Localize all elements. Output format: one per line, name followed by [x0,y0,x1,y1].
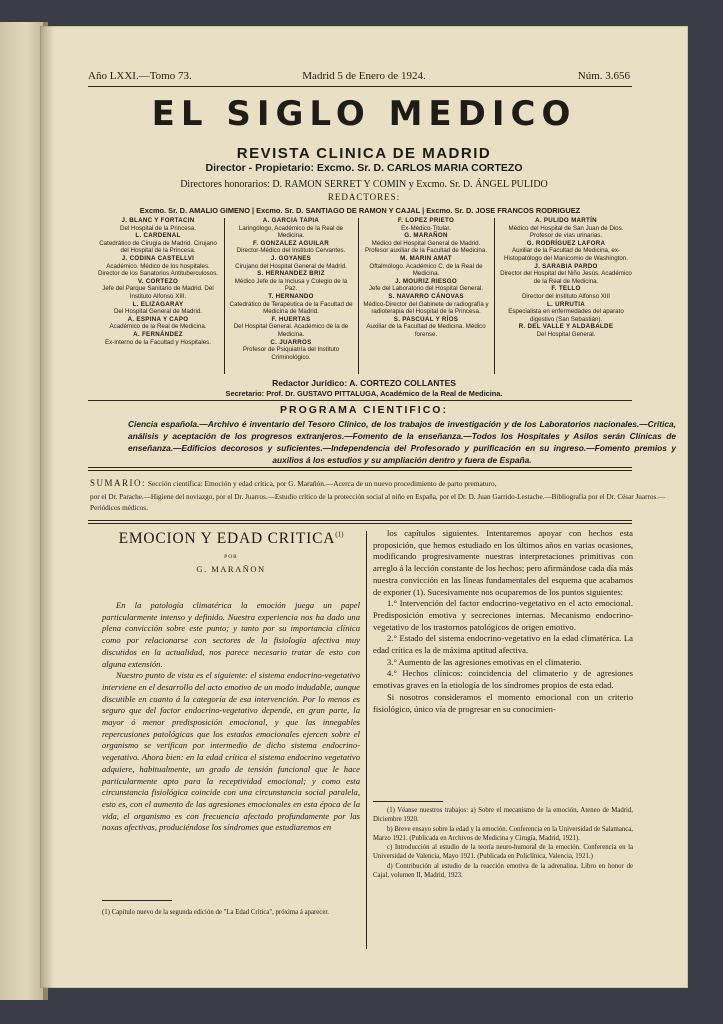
editor-entry [362,278,490,293]
editor-description: Auxiliar de la Facultad de Medicina. Médico forense. [366,323,486,338]
editor-description: Catedrático de Terapéutica de la Facultad de Medicina de Madrid. [229,300,353,316]
header-rule [88,86,632,87]
rule [88,523,632,524]
editor-name: G. RODRÍGUEZ LAFORA [526,239,606,247]
editor-description: Oftalmólogo. Académico C. de la Real de Medicina. [369,262,483,278]
column-divider [494,218,495,374]
sumario-label: SUMARIO: [90,478,147,488]
programa-heading: PROGRAMA CIENTIFICO: [280,404,448,416]
article-title-note: (1) [335,530,344,539]
editor-name: A. PULIDO MARTÍN [535,217,597,224]
editors-column-1 [96,217,220,346]
editor-entry [362,316,490,339]
editor-name: F. GONZALEZ AGUILAR [253,239,329,247]
paragraph: 1.° Intervención del factor endocrino-vegetativo en el acto emocional. Predisposición emotiva y secreciones internas. Mecanismo endocrino-vegetativo de los trastornos patológicos de origen emotivo. [373,598,633,632]
article-heading [100,530,362,548]
editor-name: L. ELIZAGARAY [132,300,184,308]
newspaper-page [40,26,688,988]
editor-description: Académico de la Real de Medicina. [109,323,207,331]
editor-description: Ex-interno de la Facultad y Hospitales. [105,338,211,346]
editor-name: R. DEL VALLE Y ALDABALDE [518,323,614,331]
editor-name: L. URRUTIA [546,300,586,308]
editor-description: Profesor de Psiquiatría del Instituto Criminológico. [242,346,340,361]
sumario-line-2: por el Dr. Parache.—Higiene del noviazgo, por el Dr. Juarros.—Estudio crítico de la protección social al niño en España, por el Dr. D. Juan Garrido-Lestache.—Bibliografía por el Dr. César Juarros.—Periódicos médicos. [90,493,666,512]
editor-description: Médico Jefe de la Inclusa y Colegio de la Paz. [234,277,348,293]
secretary-line: Secretario: Prof. Dr. GUSTAVO PITTALUGA, Académico de la Real de Medicina. [225,389,503,398]
paragraph: (1) Véanse nuestros trabajos: a) Sobre el mecanismo de la emoción, Ateneo de Madrid, Diciembre 1920. [373,807,633,824]
rule [88,470,632,471]
footnote-rule [373,801,443,802]
editor-name: F. LOPEZ PRIETO [397,217,455,224]
sumario [90,478,682,490]
editor-name: L. CARDENAL [135,232,181,240]
editor-description: Catedrático de Cirugía de Madrid. Cirujano del Hospital de la Princesa. [99,239,217,255]
editor-description: Médico del Hospital General de Madrid. Profesor auxiliar de la Facultad de Medicina. [364,239,488,255]
editor-entry [362,293,490,316]
editor-description: Del Hospital General. [536,330,596,338]
left-footnote: (1) Capítulo nuevo de la segunda edición de "La Edad Crítica", próxima á aparecer. [102,909,329,916]
editor-description: Ex-Médico-Titular. [401,224,451,232]
paragraph: Nuestro punto de vista es el siguiente: el sistema endocrino-vegetativo interviene en el desarrollo del acto emotivo de un modo indudable, aunque discutible en cuanto á la categoría de esa intervención. Por lo menos es seguro que del factor endocrino-vegetativo depende, en gran parte, la mayor ó menor predisposición emocional, y que las innegables repercusiones patológicas que los estados emocionales ejercen sobre el organismo se verifican por intermedio de dicho sistema endocrino-vegetativo. Ahora bien: en la edad crítica el sistema endocrino vegetativo adquiere, habitualmente, un grado de tensión funcional que le hace particularmente apto para la receptividad emocional; y como esta circunstancia fisiológica coincide con una circunstancia social paralela, esto es, con el aumento de las agresiones emocionales en esta época de la vida, el organismo es con frecuencia afectado profundamente por las noxas afectivas, produciéndose los síndromes que estudiaremos en [102,670,360,833]
editor-entry [498,240,634,263]
editor-description: Del Hospital General. Académico de la de Medicina. [233,323,349,338]
editor-name: A. ESPINA Y CAPO [127,315,189,323]
programa-text: Ciencia española.—Archivo é inventario del Tesoro Clínico, de los trabajos de investigación y de los Laboratorios nacionales.—Crítica, análisis y aceptación de los progresos extranjeros.—Fomento de la enseñanza.—Todos los Hospitales y Asilos serán Clínicas de enseñanza.—Edificios decorosos y suficientes.—Independencia del Profesorado y purificación en su ingreso.—Fomento premios y auxilios á los estudios y su ampliación dentro y fuera de España. [128,419,676,465]
column-rule [366,531,367,949]
editor-description: Jefe del Laboratorio del Hospital General. [368,285,484,293]
director-line: Director - Propietario: Excmo. Sr. D. CARLOS MARIA CORTEZO [205,162,523,174]
editor-description: Especialista en enfermedades del aparato digestivo (San Sebastián). [508,308,624,323]
editor-name: J. CODINA CASTELLVI [121,254,195,262]
masthead-title: EL SIGLO MEDICO [151,94,577,134]
editor-name: A. FERNÁNDEZ [133,330,183,338]
editor-name: J. BLANC Y FORTACIN [121,217,195,224]
editors-label: REDACTORES: [327,192,401,202]
editor-name: J. MOURIZ RIESGO [395,277,457,285]
editor-entry [96,217,220,232]
editor-entry [498,217,634,240]
masthead-subtitle: REVISTA CLINICA DE MADRID [236,145,492,162]
editor-entry [228,293,354,316]
editor-entry [228,270,354,293]
paragraph: Si nosotros consideramos el momento emocional con un criterio fisiológico, único vía de progresar en su conocimien- [373,691,633,714]
issue-number: Núm. 3.656 [577,70,630,82]
editor-entry [228,217,354,240]
paragraph: 4.° Hechos clínicos: coincidencia del climaterio y de agresiones emotivas graves en la etiología de los síndromes propios de esta edad. [373,668,633,691]
editor-name: J. GOYANES [270,254,312,262]
editor-entry [498,285,634,300]
editor-entry [228,339,354,362]
editor-entry [498,301,634,324]
senior-editors: Excmo. Sr. D. AMALIO GIMENO | Excmo. Sr. D. SANTIAGO DE RAMON Y CAJAL | Excmo. Sr. D. JOSE FRANCOS RODRIGUEZ [139,206,581,215]
legal-editor: Redactor Jurídico: A. CORTEZO COLLANTES [272,378,456,388]
paragraph: b) Breve ensayo sobre la edad y la emoción. Conferencia en la Universidad de Salamanca, Marzo 1921. (Publicada en Archivos de Medicina y Cirugía, Madrid, 1921). [373,825,633,842]
editor-name: S. PASCUAL Y RÍOS [393,315,459,323]
editor-name: C. JUARROS [270,338,312,346]
column-divider [358,218,359,374]
editor-entry [96,255,220,278]
column-divider [224,218,225,374]
rule [88,400,632,401]
editor-name: A. GARCIA TAPIA [262,217,320,224]
editor-description: Auxiliar de la Facultad de Medicina, ex-Histopatólogo del Manicomio de Washington. [504,247,628,262]
rule [88,467,632,468]
editor-description: Jefe del Parque Sanitario de Madrid. Del Instituto Alfonso XIII. [102,285,214,300]
footnote-rule [102,900,172,901]
editor-entry [228,255,354,270]
editor-entry [96,278,220,301]
article-left-column [102,600,360,834]
editor-description: Del Hospital General de Madrid. [113,308,203,316]
volume-label: Año LXXI.—Tomo 73. [88,70,192,82]
editor-name: F. TELLO [551,285,581,293]
editor-entry [96,316,220,331]
editor-name: M. MARIN AMAT [400,254,452,262]
paragraph: 3.° Aumento de las agresiones emotivas en el climaterio. [387,656,582,667]
editor-entry [228,316,354,339]
editor-name: S. HERNANDEZ BRIZ [257,270,325,278]
editor-description: Cirujano del Hospital General de Madrid. [235,262,347,270]
editor-name: G. MARAÑON [404,232,448,240]
paragraph: 2.° Estado del sistema endocrino-vegetativo en la edad climatérica. La edad crítica es la de máxima aptitud afectiva. [373,633,633,656]
honorary-directors: Directores honorarios: D. RAMON SERRET Y COMIN y Excmo. Sr. D. ÁNGEL PULIDO [180,179,548,190]
editor-description: Médico-Director del Gabinete de radiografía y radioterapia del Hospital de la Princesa. [363,300,489,316]
editor-description: Director del Instituto Alfonso XIII [521,292,611,300]
issue-date: Madrid 5 de Enero de 1924. [302,70,426,82]
rule [88,520,632,521]
editor-description: Director del Hospital del Niño Jesús. Académico de la Real de Medicina. [500,270,632,285]
editor-description: Del Hospital de la Princesa. [119,224,196,232]
editor-description: Laringólogo, Académico de la Real de Medicina. [238,224,344,240]
paragraph: c) Introducción al estudio de la teoría neuro-humoral de la emoción. Conferencia en la Universidad de Valencia, Mayo 1921. (Publicada en Policlínica, Valencia, 1921.) [373,844,633,861]
editors-column-3 [362,217,490,339]
editors-column-2 [228,217,354,361]
article-title: EMOCION Y EDAD CRITICA [118,530,336,547]
editor-name: F. HUERTAS [271,315,311,323]
editor-description: Director-Médico del Instituto Cervantes. [236,247,346,255]
editor-entry [362,255,490,278]
editor-name: J. SARABIA PARDO [534,262,598,270]
paragraph: los capítulos siguientes. Intentaremos apoyar con hechos esta proposición, que hemos estudiado en los últimos años en varias ocasiones, modificando progresivamente nuestras interpretaciones primitivas con arreglo á la lección constante de los hechos; pero afirmándose cada día más nuestra convicción en las líneas fundamentales del esquema que acabamos de exponer (1). Sucesivamente nos ocuparemos de los puntos siguientes: [373,528,633,597]
sumario-line-1: Sección científica: Emoción y edad crítica, por G. Marañón.—Acerca de un nuevo procedimiento de parto prematuro, [147,479,497,488]
editor-name: T. HERNANDO [268,292,314,300]
paragraph: En la patología climatérica la emoción juega un papel particularmente intenso y definido. Nuestra experiencia nos ha dado una plena convicción sobre este punto; y tanto por su importancia clínica como por relacionarse con sectores de la fisiología afectiva muy discutidos en la actualidad, nos parece necesario tratar de esto con alguna extensión. [102,600,360,669]
editors-column-4 [498,217,634,339]
article-author: G. MARAÑON [196,564,266,574]
article-right-column [373,528,633,715]
editor-entry [96,331,220,346]
editor-entry [96,301,220,316]
editor-name: S. NAVARRO CÁNOVAS [388,292,464,300]
right-footnotes [373,806,633,880]
editor-entry [362,217,490,232]
paragraph: d) Contribución al estudio de la reacción emotiva de la adrenalina. Libro en honor de Cajal, volumen II, Madrid, 1923. [373,862,633,880]
editor-entry [228,240,354,255]
editor-description: Académico. Médico de los hospitales. Director de los Sanatorios Antituberculosos. [97,262,219,278]
editor-description: Médico del Hospital de San Juan de Dios. Profesor de vías urinarias. [508,224,624,240]
editor-entry [498,323,634,338]
editor-entry [362,232,490,255]
editor-name: V. CORTEZO [137,277,179,285]
article-by: POR [224,554,238,560]
editor-entry [96,232,220,255]
editor-entry [498,263,634,286]
